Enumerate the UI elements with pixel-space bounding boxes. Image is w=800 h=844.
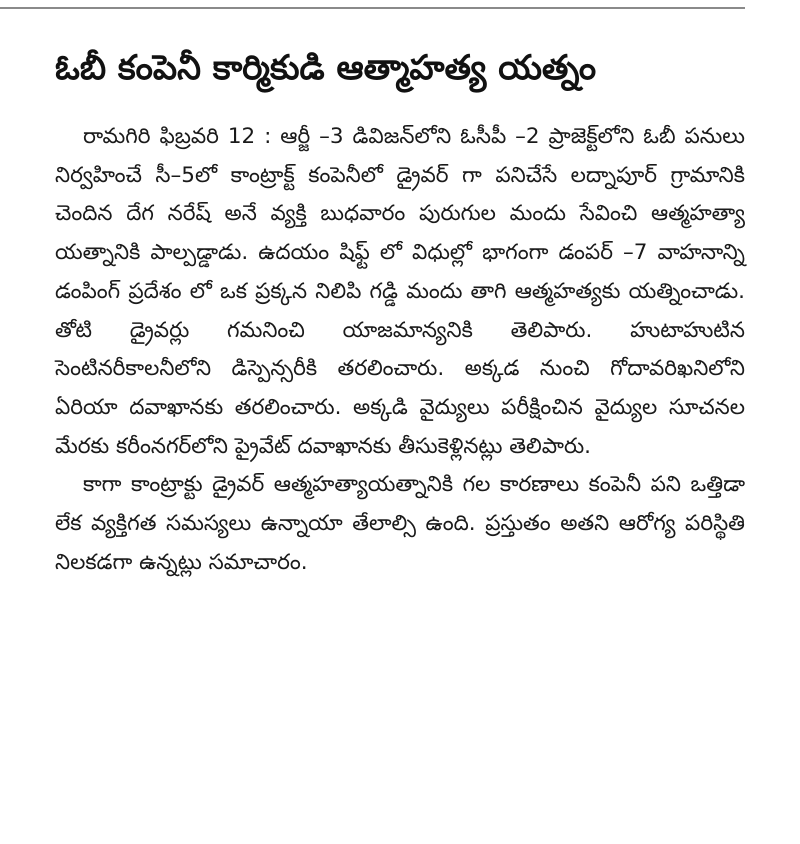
top-divider [0,7,745,9]
article-paragraph-1: రామగిరి ఫిబ్రవరి 12 : ఆర్జీ –3 డివిజన్‌లోని ఓసీపీ –2 ప్రాజెక్ట్‌లోని ఓబీ పనులు నిర్వహించే సీ–5లో కాంట్రాక్ట్ కంపెనీలో డ్రైవర్ గా పనిచేసే లద్నాపూర్ గ్రామానికి చెందిన దేగ నరేష్ అనే వ్యక్తి బుధవారం పురుగుల మందు సేవించి ఆత్మహత్యా యత్నానికి పాల్పడ్డాడు. ఉదయం షిఫ్ట్ లో విధుల్లో భాగంగా డంపర్ –7 వాహనాన్ని డంపింగ్ ప్రదేశం లో ఒక ప్రక్కన నిలిపి గడ్డి మందు తాగి ఆత్మహత్యకు యత్నించాడు. తోటి డ్రైవర్లు గమనించి యాజమాన్యనికి తెలిపారు. హుటాహుటిన సెంటినరీకాలనీలోని డిస్పెన్సరీకి తరలించారు. అక్కడ నుంచి గోదావరిఖనిలోని ఏరియా దవాఖానకు తరలించారు. అక్కడి వైద్యులు పరీక్షించిన వైద్యుల సూచనల మేరకు కరీంనగర్‌లోని ప్రైవేట్ దవాఖానకు తీసుకెళ్లినట్లు తెలిపారు. [55,124,745,459]
article-headline: ఓబీ కంపెనీ కార్మికుడి ఆత్మాహత్య యత్నం [55,48,597,88]
article-body [55,118,745,582]
article-paragraph-2: కాగా కాంట్రాక్టు డ్రైవర్ ఆత్మహత్యాయత్నానికి గల కారణాలు కంపెనీ పని ఒత్తిడా లేక వ్యక్తిగత సమస్యలు ఉన్నాయా తేలాల్సి ఉంది. ప్రస్తుతం అతని ఆరోగ్య పరిస్థితి నిలకడగా ఉన్నట్లు సమాచారం. [55,472,745,575]
